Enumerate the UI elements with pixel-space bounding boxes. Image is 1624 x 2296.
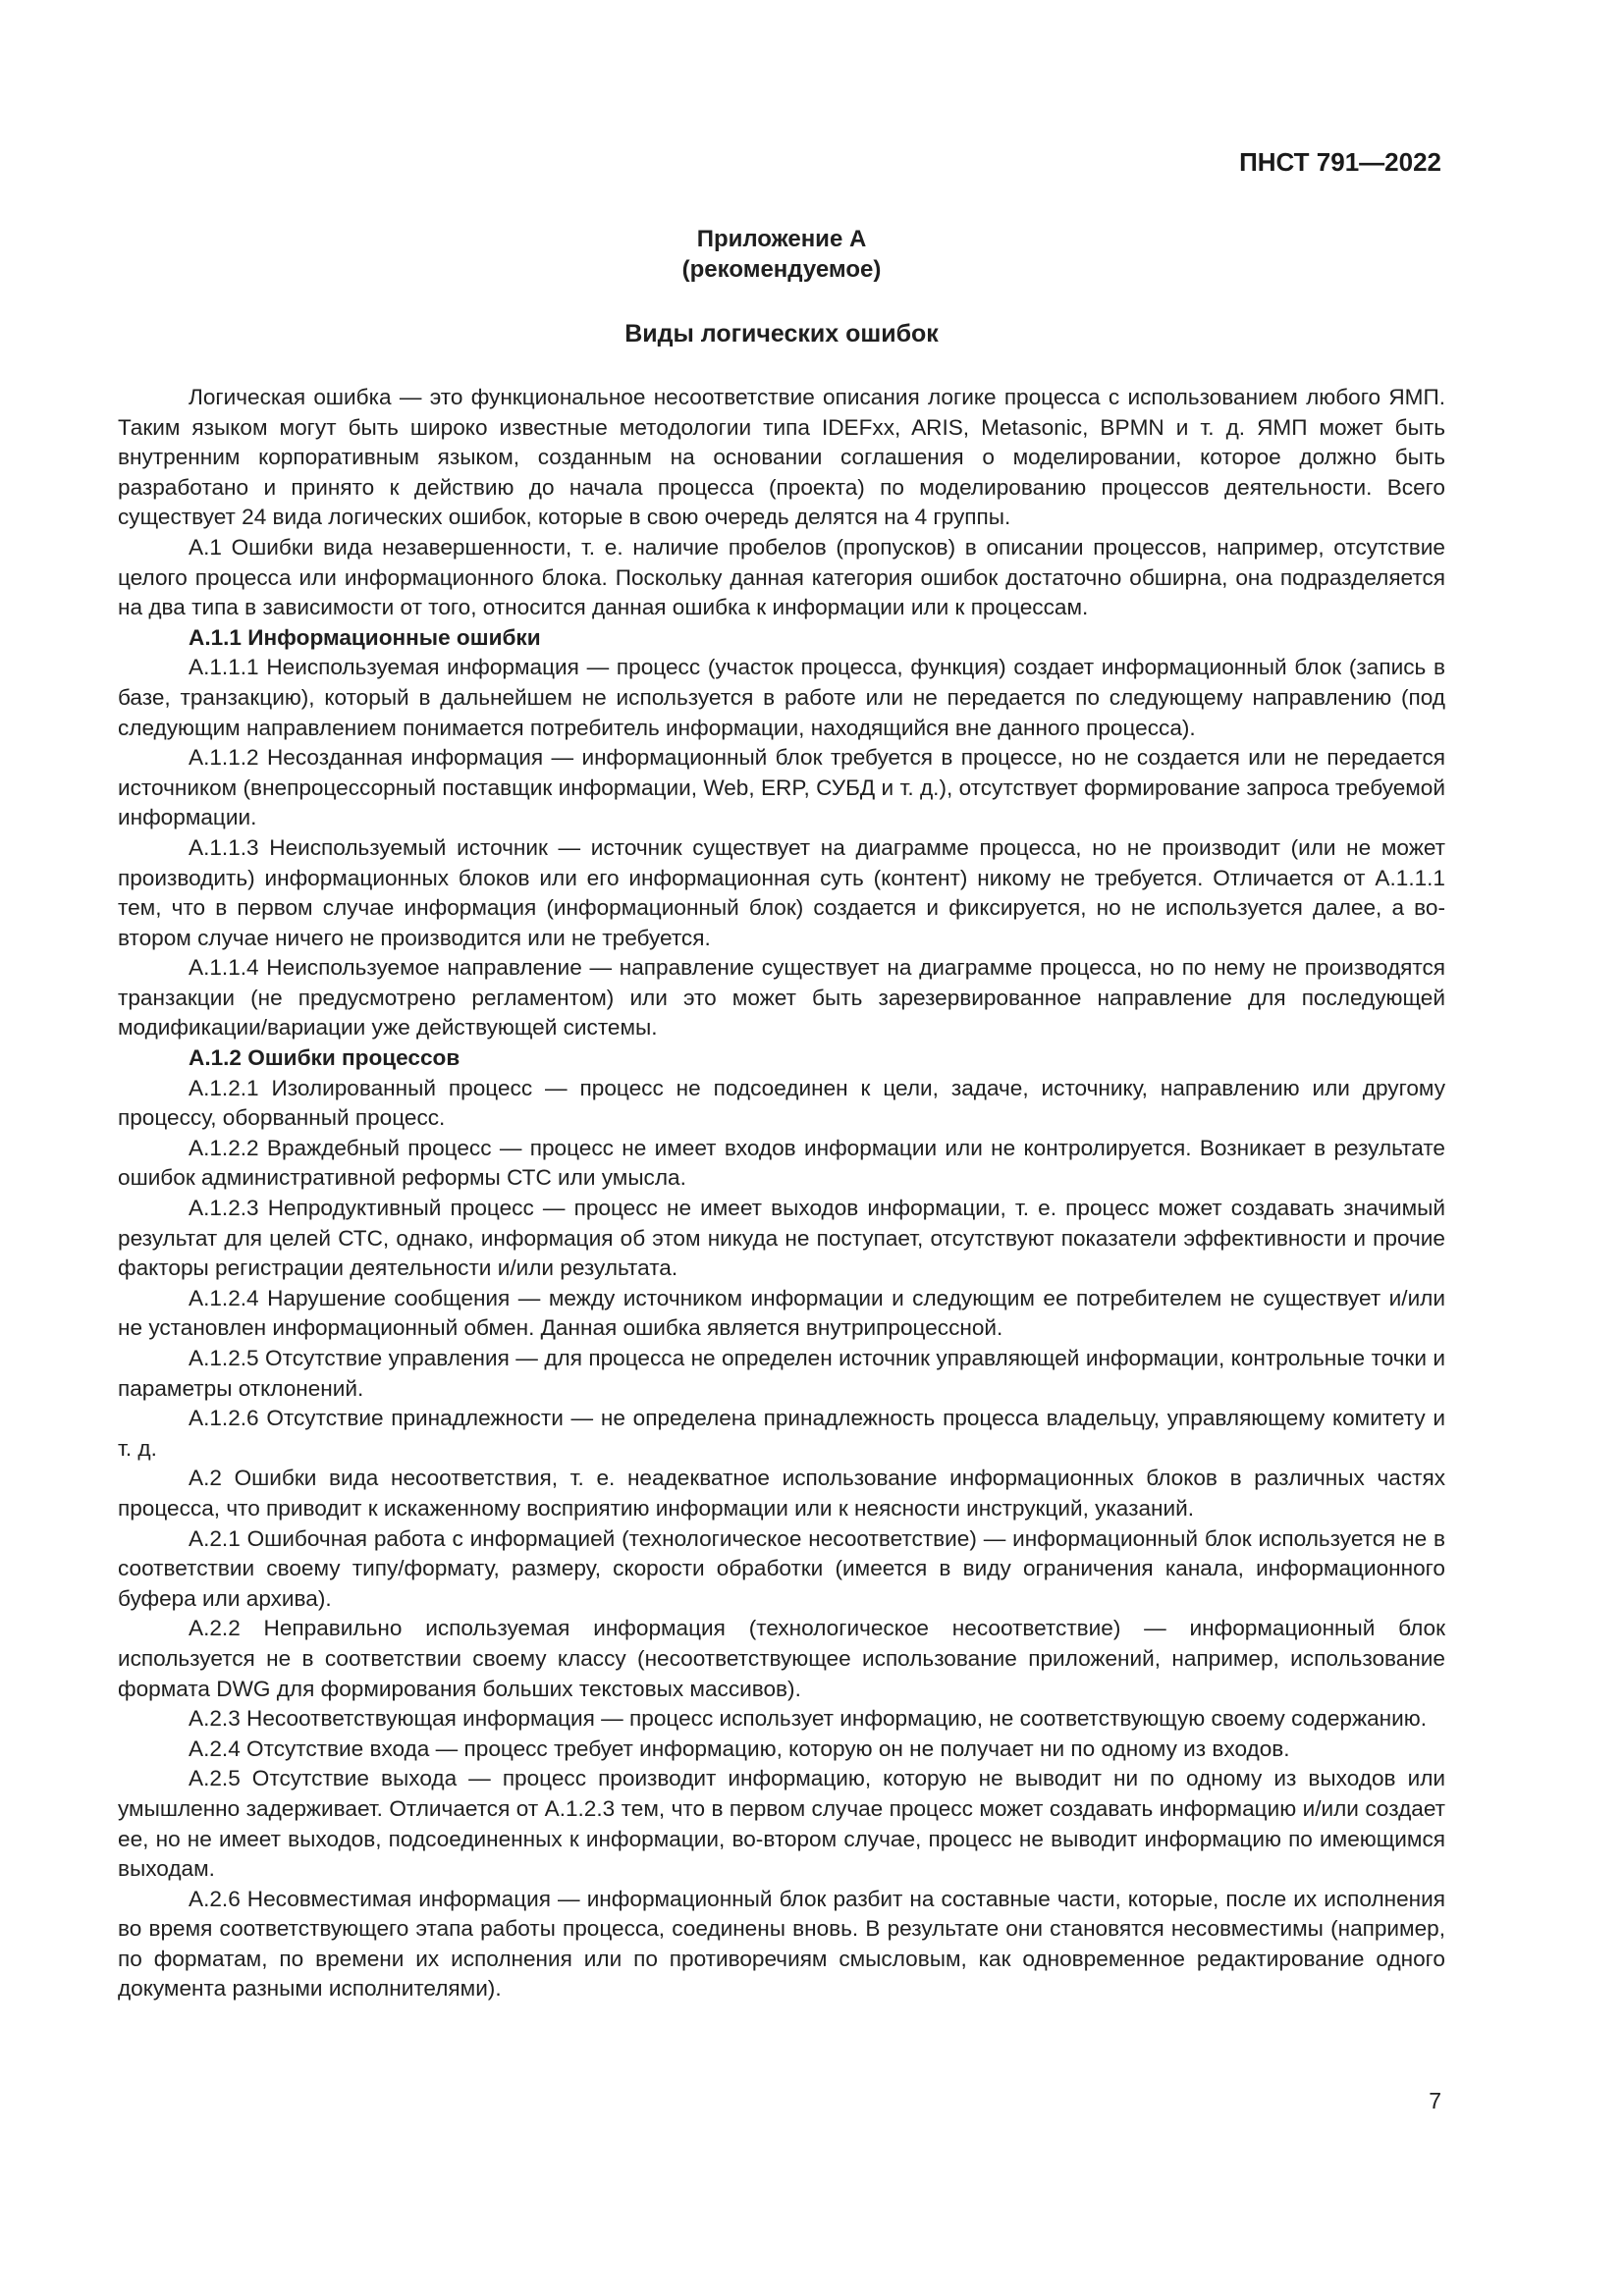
paragraph: А.2.2 Неправильно используемая информация (технологическое несоответствие) — информационный блок используется не в соответствии своему классу (несоответствующее использование приложений, например, использование формата DWG для формирования больших текстовых массивов). bbox=[118, 1616, 1445, 1701]
page-number: 7 bbox=[1429, 2088, 1441, 2113]
paragraph: А.1.1.1 Неиспользуемая информация — процесс (участок процесса, функция) создает информационный блок (запись в базе, транзакцию), который в дальнейшем не используется в работе или не передается по следующему направлению (под следующим направлением понимается потребитель информации, находящийся вне данного процесса). bbox=[118, 655, 1445, 740]
paragraph: А.1.2.1 Изолированный процесс — процесс не подсоединен к цели, задаче, источнику, направлению или другому процессу, оборванный процесс. bbox=[118, 1075, 1445, 1131]
section-title: Виды логических ошибок bbox=[624, 320, 939, 347]
appendix-status: (рекомендуемое) bbox=[681, 256, 882, 283]
paragraph: А.2.4 Отсутствие входа — процесс требует информацию, которую он не получает ни по одному из входов. bbox=[189, 1735, 1290, 1761]
paragraph: А.1.1.2 Несозданная информация — информационный блок требуется в процессе, но не создается или не передается источником (внепроцессорный поставщик информации, Web, ERP, СУБД и т. д.), отсутствует формирование запроса требуемой информации. bbox=[118, 745, 1445, 830]
paragraph: А.2.1 Ошибочная работа с информацией (технологическое несоответствие) — информационный блок используется не в соответствии своему типу/формату, размеру, скорости обработки (имеется в виду ограничения канала, информационного буфера или архива). bbox=[118, 1525, 1445, 1611]
paragraph: А.1.1.4 Неиспользуемое направление — направление существует на диаграмме процесса, но по нему не производятся транзакции (не предусмотрено регламентом) или это может быть зарезервированное направление для последующей модификации/вариации уже действующей системы. bbox=[118, 955, 1445, 1041]
appendix-header bbox=[118, 224, 1445, 285]
paragraph: А.2 Ошибки вида несоответствия, т. е. неадекватное использование информационных блоков в различных частях процесса, что приводит к искаженному восприятию информации или к неясности инструкций, указаний. bbox=[118, 1466, 1445, 1521]
paragraph: А.1.1.3 Неиспользуемый источник — источник существует на диаграмме процесса, но не производит (или не может производить) информационных блоков или его информационная суть (контент) никому не требуется. Отличается от А.1.1.1 тем, что в первом случае информация (информационный блок) создается и фиксируется, но не используется далее, а во-втором случае ничего не производится или не требуется. bbox=[118, 834, 1445, 950]
subsection-heading: А.1.2 Ошибки процессов bbox=[189, 1045, 460, 1071]
paragraph: Логическая ошибка — это функциональное несоответствие описания логике процесса с использованием любого ЯМП. Таким языком могут быть широко известные методологии типа IDEFxx, ARIS, Metasonic, BPMN и т. д. ЯМП может быть внутренним корпоративным языком, созданным на основании соглашения о моделировании, которое должно быть разработано и принято к действию до начала процесса (проекта) по моделированию процессов деятельности. Всего существует 24 вида логических ошибок, которые в свою очередь делятся на 4 группы. bbox=[118, 385, 1445, 530]
document-code: ПНСТ 791—2022 bbox=[1239, 147, 1441, 177]
paragraph: А.2.5 Отсутствие выхода — процесс производит информацию, которую не выводит ни по одному из выходов или умышленно задерживает. Отличается от А.1.2.3 тем, что в первом случае процесс может создавать информацию и/или создает ее, но не имеет выходов, подсоединенных к информации, во-втором случае, процесс не выводит информацию по имеющимся выходам. bbox=[118, 1766, 1445, 1882]
subsection-heading: А.1.1 Информационные ошибки bbox=[189, 624, 541, 650]
paragraph: А.1 Ошибки вида незавершенности, т. е. наличие пробелов (пропусков) в описании процессов, например, отсутствие целого процесса или информационного блока. Поскольку данная категория ошибок достаточно обширна, она подразделяется на два типа в зависимости от того, относится данная ошибка к информации или к процессам. bbox=[118, 534, 1445, 620]
appendix-title: Приложение А bbox=[696, 226, 867, 252]
paragraph: А.1.2.3 Непродуктивный процесс — процесс не имеет выходов информации, т. е. процесс может создавать значимый результат для целей СТС, однако, информация об этом никуда не поступает, отсутствуют показатели эффективности и прочие факторы регистрации деятельности и/или результата. bbox=[118, 1196, 1445, 1281]
paragraph: А.2.6 Несовместимая информация — информационный блок разбит на составные части, которые, после их исполнения во время соответствующего этапа работы процесса, соединены вновь. В результате они становятся несовместимы (например, по форматам, по времени их исполнения или по противоречиям смысловым, как одновременное редактирование одного документа разными исполнителями). bbox=[118, 1886, 1445, 2002]
paragraph: А.1.2.4 Нарушение сообщения — между источником информации и следующим ее потребителем не существует и/или не установлен информационный обмен. Данная ошибка является внутрипроцессной. bbox=[118, 1285, 1445, 1341]
paragraph: А.2.3 Несоответствующая информация — процесс использует информацию, не соответствующую своему содержанию. bbox=[189, 1706, 1428, 1732]
paragraph: А.1.2.6 Отсутствие принадлежности — не определена принадлежность процесса владельцу, управляющему комитету и т. д. bbox=[118, 1406, 1445, 1461]
paragraph: А.1.2.5 Отсутствие управления — для процесса не определен источник управляющей информации, контрольные точки и параметры отклонений. bbox=[118, 1346, 1445, 1401]
body-text bbox=[118, 383, 1445, 2004]
paragraph: А.1.2.2 Враждебный процесс — процесс не имеет входов информации или не контролируется. Возникает в результате ошибок административной реформы СТС или умысла. bbox=[118, 1135, 1445, 1191]
